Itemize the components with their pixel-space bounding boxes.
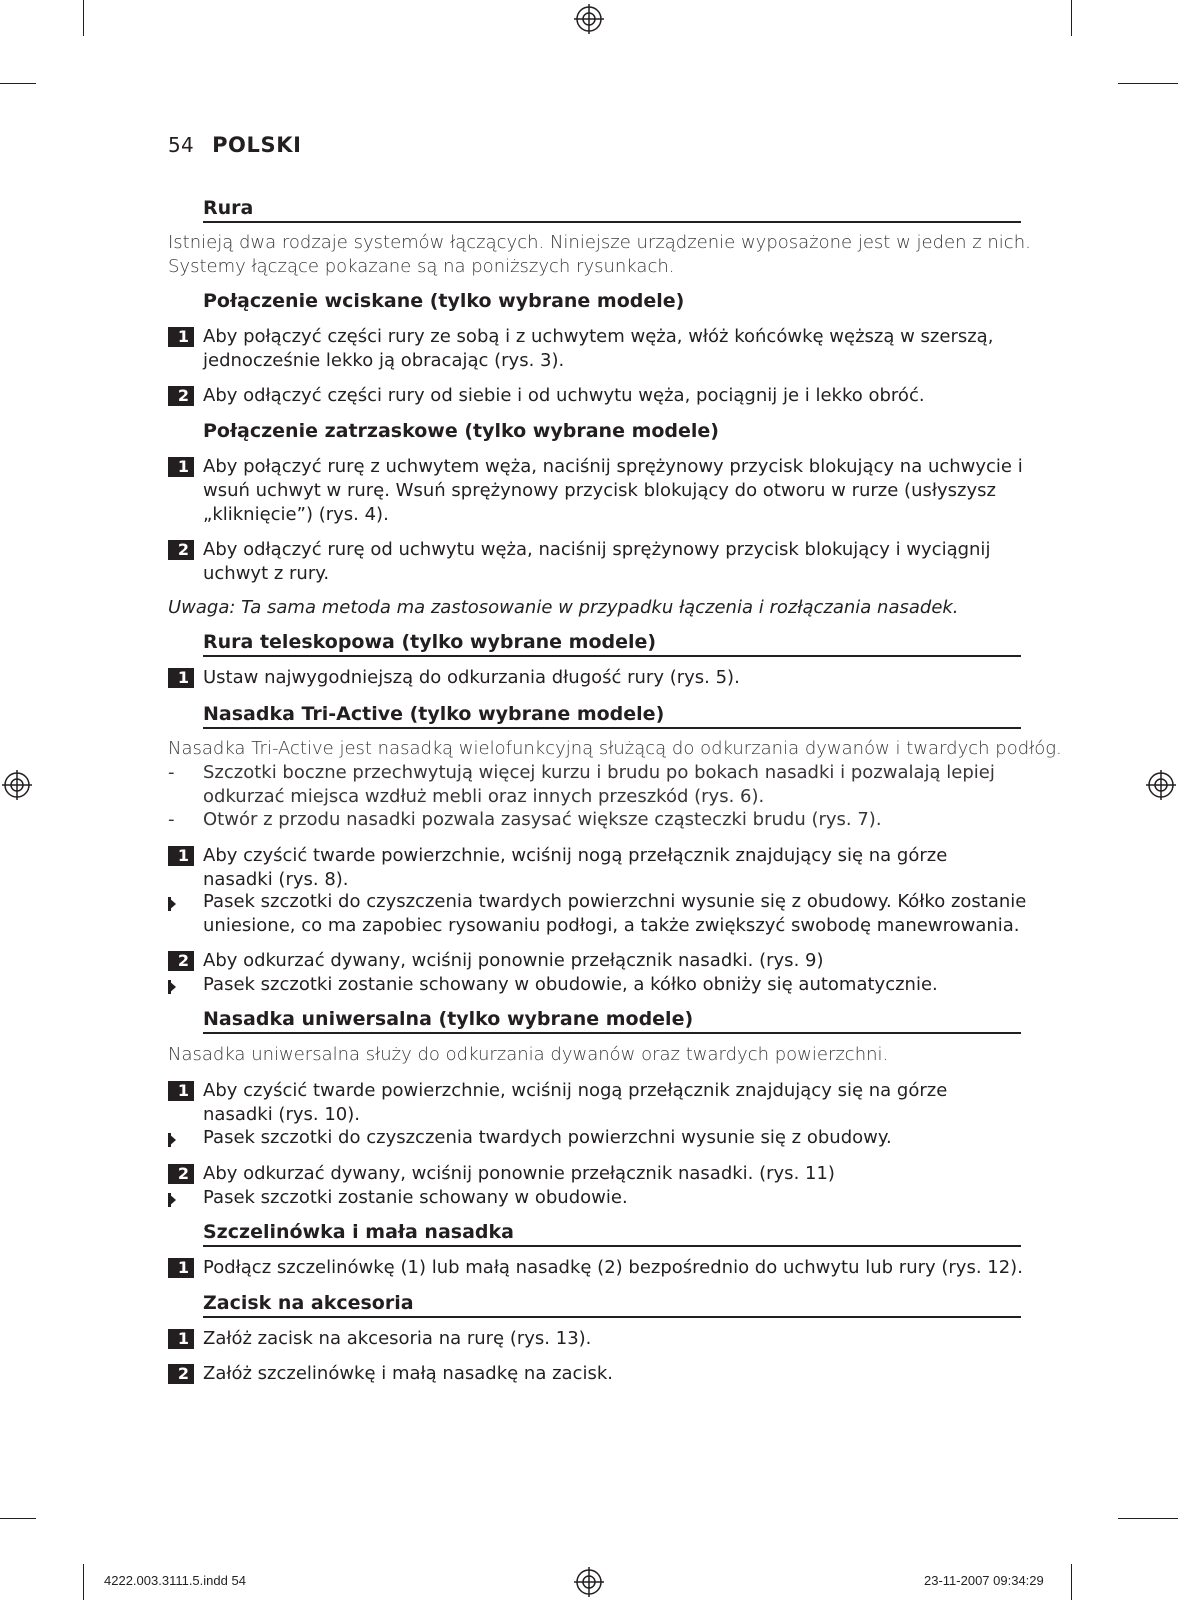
paragraph: Nasadka Tri-Active jest nasadką wielofunkcyjną służącą do odkurzania dywanów i twardych podłóg. [168, 738, 1062, 759]
step-number-badge: 1 [168, 1081, 194, 1101]
step-number-badge: 1 [168, 846, 194, 866]
text-line: Ustaw najwygodniejszą do odkurzania długość rury (rys. 5). [203, 667, 740, 688]
text-line: Aby odkurzać dywany, wciśnij ponownie przełącznik nasadki. (rys. 11) [203, 1163, 835, 1184]
section-heading-rura: Rura [203, 196, 1021, 223]
text-line: Aby połączyć rurę z uchwytem węża, naciśnij sprężynowy przycisk blokujący na uchwycie i [203, 456, 1023, 477]
step-number-badge: 2 [168, 951, 194, 971]
step-number-badge: 1 [168, 1258, 194, 1278]
step-number-badge: 1 [168, 1329, 194, 1349]
bullet-arrow-icon [168, 1133, 176, 1147]
registration-mark-icon [1146, 770, 1176, 800]
text-line: Pasek szczotki do czyszczenia twardych powierzchni wysunie się z obudowy. [203, 1127, 892, 1148]
registration-mark-icon [2, 770, 32, 800]
text-line: Aby odłączyć rurę od uchwytu węża, naciśnij sprężynowy przycisk blokujący i wyciągnij [203, 539, 991, 560]
text-line: Otwór z przodu nasadki pozwala zasysać większe cząsteczki brudu (rys. 7). [203, 809, 882, 830]
registration-mark-icon [574, 4, 604, 34]
section-heading-zacisk: Zacisk na akcesoria [203, 1291, 1021, 1318]
text-line: odkurzać miejsca wzdłuż mebli oraz innych przeszkód (rys. 6). [203, 786, 765, 807]
registration-mark-icon [574, 1567, 604, 1597]
text-line: uchwyt z rury. [203, 563, 330, 584]
paragraph [168, 231, 1031, 279]
text-line: Pasek szczotki zostanie schowany w obudowie. [203, 1187, 628, 1208]
text-line: Pasek szczotki zostanie schowany w obudowie, a kółko obniży się automatycznie. [203, 974, 938, 995]
note-text: Uwaga: Ta sama metoda ma zastosowanie w przypadku łączenia i rozłączania nasadek. [168, 597, 959, 618]
section-heading-uniwersalna: Nasadka uniwersalna (tylko wybrane modele) [203, 1007, 1021, 1034]
date-slug: 23-11-2007 09:34:29 [924, 1573, 1044, 1588]
text-line: Pasek szczotki do czyszczenia twardych powierzchni wysunie się z obudowy. Kółko zostanie [203, 891, 1027, 912]
text-line: Załóż szczelinówkę i małą nasadkę na zacisk. [203, 1363, 613, 1384]
file-slug: 4222.003.3111.5.indd 54 [104, 1573, 246, 1588]
step-number-badge: 2 [168, 1164, 194, 1184]
text-line: uniesione, co ma zapobiec rysowaniu podłogi, a także zwiększyć swobodę manewrowania. [203, 915, 1020, 936]
bullet-arrow-icon [168, 980, 176, 994]
step-number-badge: 1 [168, 457, 194, 477]
section-heading-teleskopowa: Rura teleskopowa (tylko wybrane modele) [203, 630, 1021, 657]
text-line: Aby odkurzać dywany, wciśnij ponownie przełącznik nasadki. (rys. 9) [203, 950, 824, 971]
section-heading-triactive: Nasadka Tri-Active (tylko wybrane modele) [203, 702, 1021, 729]
crop-mark [0, 1518, 36, 1519]
crop-mark [1118, 83, 1178, 84]
text-line: Aby czyścić twarde powierzchnie, wciśnij nogą przełącznik znajdujący się na górze [203, 1080, 948, 1101]
text-line: nasadki (rys. 10). [203, 1104, 360, 1125]
text-line: Systemy łączące pokazane są na poniższych rysunkach. [168, 256, 675, 277]
dash-marker: - [168, 762, 175, 783]
step-number-badge: 2 [168, 1364, 194, 1384]
section-heading-wciskane: Połączenie wciskane (tylko wybrane modele) [203, 290, 685, 312]
page-language: POLSKI [212, 133, 302, 157]
step-number-badge: 1 [168, 327, 194, 347]
step-number-badge: 2 [168, 386, 194, 406]
bullet-arrow-icon [168, 1193, 176, 1207]
text-line: Aby połączyć części rury ze sobą i z uchwytem węża, włóż końcówkę węższą w szerszą, [203, 326, 994, 347]
text-line: „kliknięcie”) (rys. 4). [203, 504, 389, 525]
text-line: Istnieją dwa rodzaje systemów łączących. Niniejsze urządzenie wyposażone jest w jeden z nich. [168, 232, 1031, 253]
text-line: Szczotki boczne przechwytują więcej kurzu i brudu po bokach nasadki i pozwalają lepiej [203, 762, 995, 783]
text-line: nasadki (rys. 8). [203, 869, 349, 890]
section-heading-zatrzaskowe: Połączenie zatrzaskowe (tylko wybrane modele) [203, 420, 719, 442]
text-line: Podłącz szczelinówkę (1) lub małą nasadkę (2) bezpośrednio do uchwytu lub rury (rys. 12). [203, 1257, 1023, 1278]
crop-mark [1118, 1518, 1178, 1519]
bullet-arrow-icon [168, 897, 176, 911]
step-number-badge: 1 [168, 668, 194, 688]
dash-marker: - [168, 809, 175, 830]
paragraph: Nasadka uniwersalna służy do odkurzania dywanów oraz twardych powierzchni. [168, 1044, 889, 1065]
crop-mark [1071, 0, 1072, 36]
step-number-badge: 2 [168, 540, 194, 560]
crop-mark [0, 83, 36, 84]
text-line: Aby odłączyć części rury od siebie i od uchwytu węża, pociągnij je i lekko obróć. [203, 385, 925, 406]
crop-mark [83, 1564, 84, 1600]
text-line: wsuń uchwyt w rurę. Wsuń sprężynowy przycisk blokujący do otworu w rurze (usłyszysz [203, 480, 996, 501]
page-number: 54 [168, 133, 195, 157]
section-heading-szczelinowka: Szczelinówka i mała nasadka [203, 1220, 1021, 1247]
crop-mark [83, 0, 84, 36]
crop-mark [1071, 1564, 1072, 1600]
text-line: jednocześnie lekko ją obracając (rys. 3). [203, 350, 565, 371]
text-line: Załóż zacisk na akcesoria na rurę (rys. 13). [203, 1328, 592, 1349]
page-header [168, 133, 302, 157]
text-line: Aby czyścić twarde powierzchnie, wciśnij nogą przełącznik znajdujący się na górze [203, 845, 948, 866]
